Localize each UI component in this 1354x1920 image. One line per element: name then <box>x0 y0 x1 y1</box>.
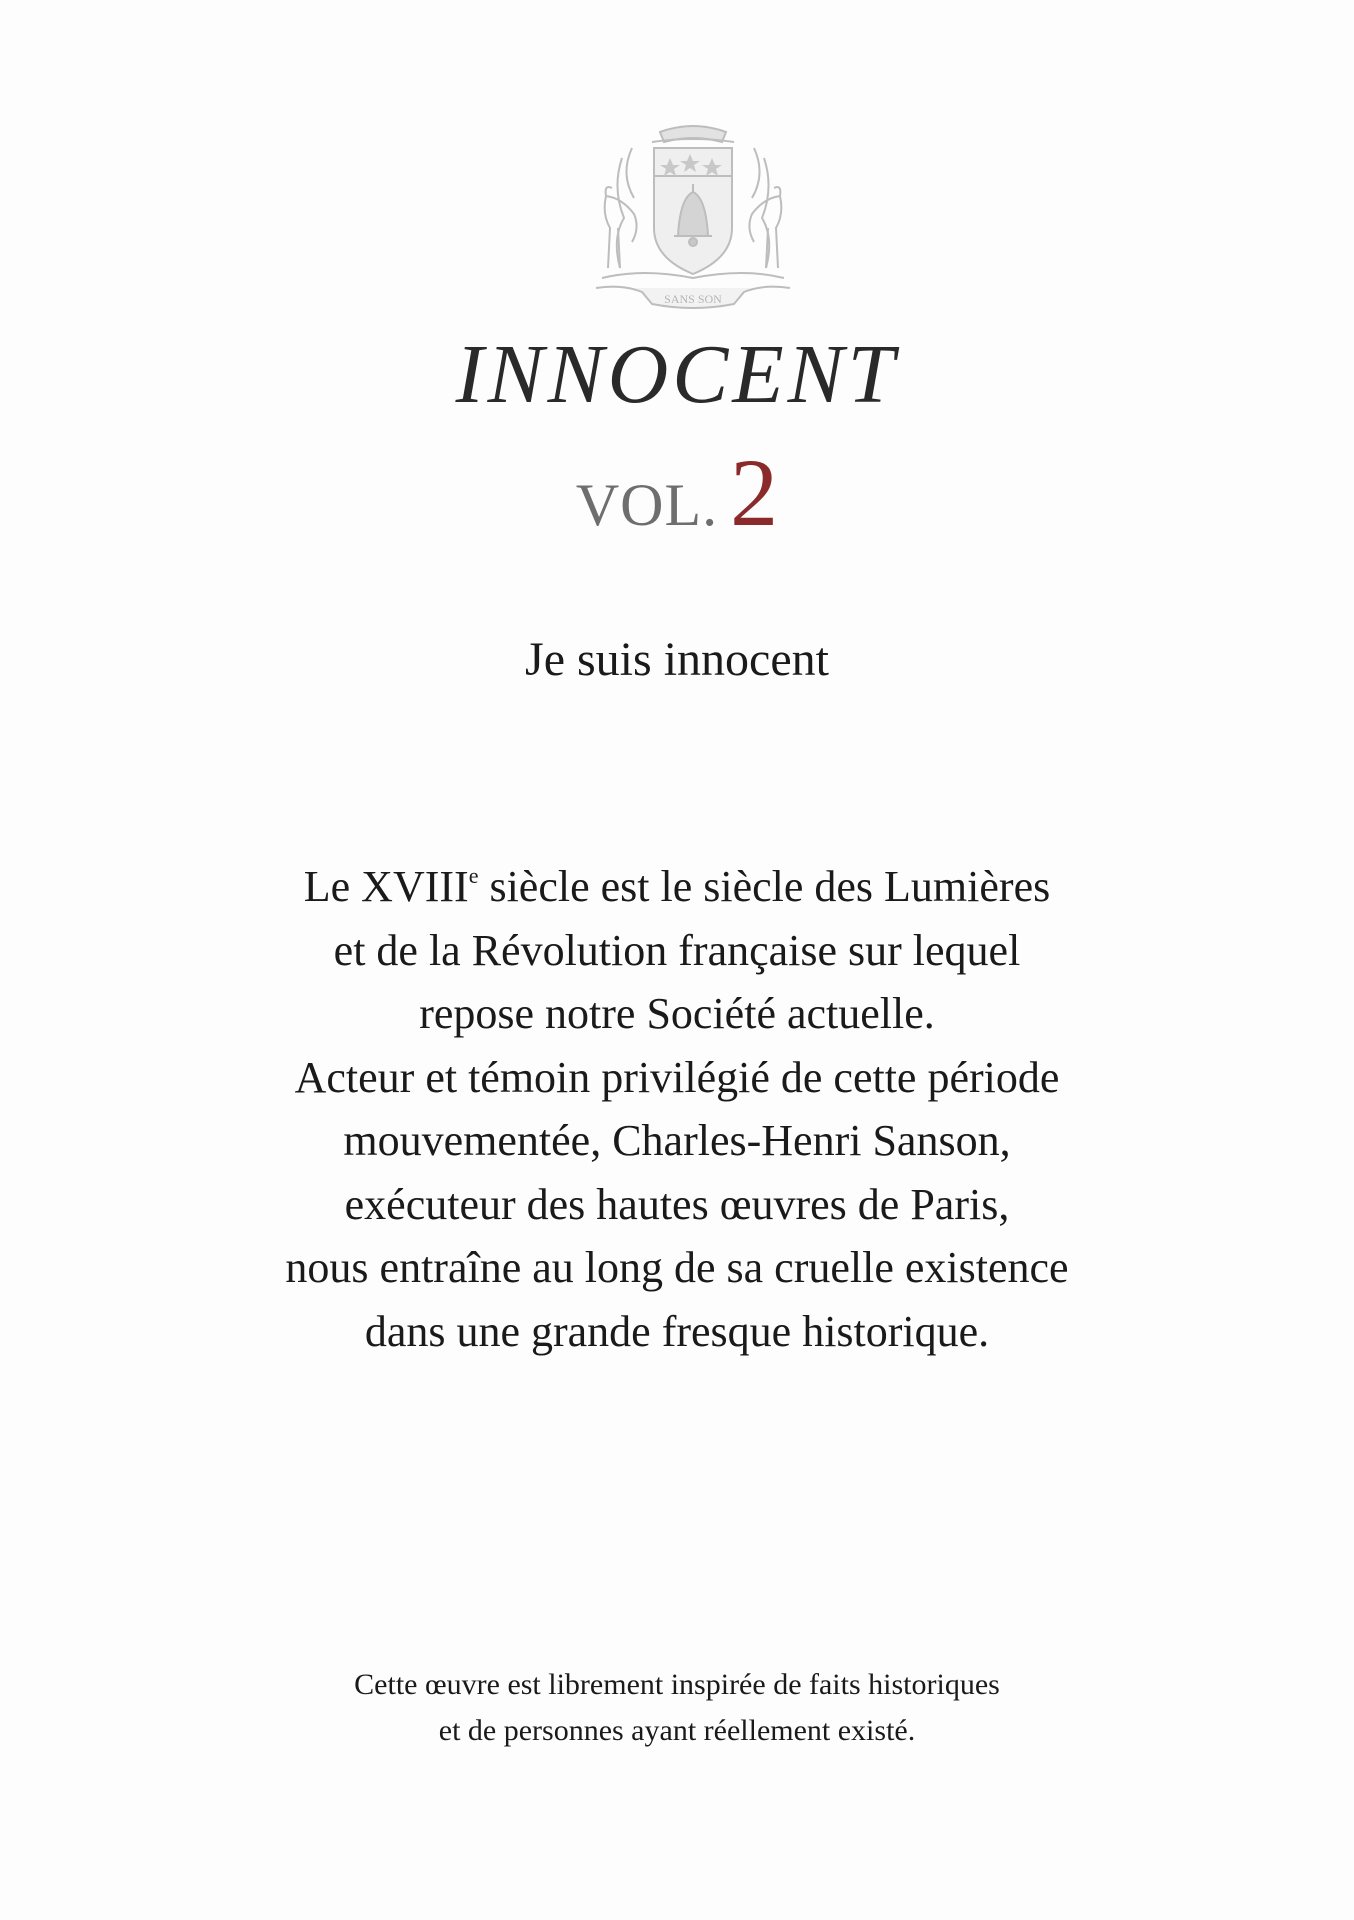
blurb-line: exécuteur des hautes œuvres de Paris, <box>344 1179 1010 1229</box>
disclaimer-line: Cette œuvre est librement inspirée de faits historiques <box>354 1668 1000 1701</box>
book-title: INNOCENT <box>455 328 899 421</box>
disclaimer-line: et de personnes ayant réellement existé. <box>438 1714 916 1747</box>
historical-disclaimer <box>0 1662 1354 1754</box>
blurb-line: nous entraîne au long de sa cruelle existence <box>285 1243 1069 1292</box>
blurb-line: repose notre Société actuelle. <box>419 989 935 1038</box>
blurb-line: et de la Révolution française sur lequel <box>333 925 1021 975</box>
coat-of-arms-emblem <box>582 118 804 318</box>
back-cover-blurb <box>0 855 1354 1363</box>
blurb-line: Acteur et témoin privilégié de cette période <box>294 1052 1060 1102</box>
century-superscript: e <box>468 863 479 888</box>
volume-number: 2 <box>730 439 779 546</box>
blurb-line: dans une grande fresque historique. <box>364 1306 990 1356</box>
volume-indicator <box>0 439 1354 546</box>
blurb-line: mouvementée, Charles-Henri Sanson, <box>343 1116 1011 1165</box>
crest-motto: SANS SON <box>664 292 722 306</box>
blurb-line: Le XVIIIe siècle est le siècle des Lumières <box>303 862 1051 911</box>
volume-subtitle: Je suis innocent <box>525 633 829 686</box>
volume-label: VOL. <box>575 472 719 538</box>
